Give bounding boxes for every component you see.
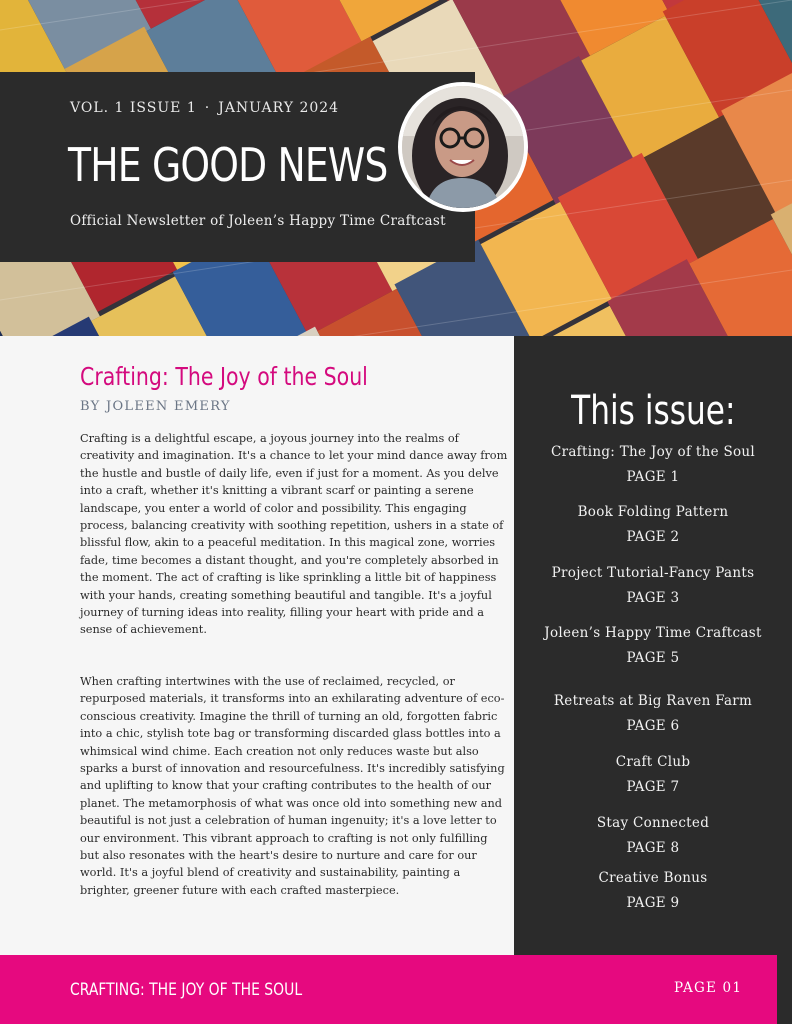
- toc-item[interactable]: [514, 440, 792, 490]
- footer-edge-strip: [777, 955, 792, 1024]
- issue-line: [70, 100, 339, 116]
- toc-item-page: PAGE 9: [626, 895, 680, 911]
- toc-item-page: PAGE 1: [626, 469, 680, 485]
- article-paragraph: Crafting is a delightful escape, a joyous journey into the realms of creativity and imagination. It's a chance to let your mind dance away from the hustle and bustle of daily life, even if just for a moment. As you delve into a craft, whether it's knitting a vibrant scarf or painting a serene landscape, you enter a world of color and possibility. This engaging process, balancing creativity with soothing repetition, ushers in a state of blissful flow, akin to a peaceful meditation. In this magical zone, worries fade, time becomes a distant thought, and you're completely absorbed in the moment. The act of crafting is like sprinkling a little bit of happiness with your hands, creating something beautiful and tangible. It's a joyful journey of turning ideas into reality, filling your heart with pride and a sense of achievement.: [80, 432, 508, 637]
- footer-page-number: PAGE 01: [674, 980, 743, 996]
- issue-volume: VOL. 1 ISSUE 1: [70, 100, 197, 116]
- toc-item-page: PAGE 6: [626, 718, 680, 734]
- footer-title: CRAFTING: THE JOY OF THE SOUL: [70, 980, 303, 1000]
- article-paragraph: When crafting intertwines with the use of reclaimed, recycled, or repurposed materials, it transforms into an exhilarating adventure of eco-conscious creativity. Imagine the thrill of turning an old, forgotten fabric into a chic, stylish tote bag or transforming discarded glass bottles into a whimsical wind chime. Each creation not only reduces waste but also sparks a burst of innovation and resourcefulness. It's incredibly satisfying and uplifting to know that your crafting contributes to the health of our planet. The metamorphosis of what was once old into something new and beautiful is not just a celebration of human ingenuity; it's a love letter to our environment. This vibrant approach to crafting is not only fulfilling but also resonates with the heart's desire to nurture and care for our world. It's a joyful blend of creativity and sustainability, painting a brighter, greener future with each crafted masterpiece.: [80, 675, 505, 897]
- issue-date: JANUARY 2024: [218, 100, 340, 116]
- toc-item-page: PAGE 2: [626, 529, 680, 545]
- toc-item-label: Project Tutorial-Fancy Pants: [551, 565, 755, 581]
- toc-item-label: Stay Connected: [596, 815, 710, 831]
- toc-item-page: PAGE 3: [626, 590, 680, 606]
- toc-item[interactable]: [514, 561, 792, 611]
- toc-item-page: PAGE 8: [626, 840, 680, 856]
- toc-item[interactable]: [514, 811, 792, 861]
- toc-item-page: PAGE 7: [626, 779, 680, 795]
- table-of-contents-sidebar: [514, 336, 792, 956]
- toc-item-label: Book Folding Pattern: [577, 504, 729, 520]
- toc-item-label: Creative Bonus: [598, 870, 708, 886]
- toc-item-label: Joleen’s Happy Time Craftcast: [544, 625, 762, 641]
- newsletter-title: THE GOOD NEWS: [68, 138, 388, 192]
- toc-item-label: Crafting: The Joy of the Soul: [550, 444, 756, 460]
- toc-item[interactable]: [514, 621, 792, 671]
- article-byline: BY JOLEEN EMERY: [80, 399, 231, 414]
- toc-item[interactable]: [514, 500, 792, 550]
- sidebar-title: [514, 388, 792, 434]
- newsletter-tagline: Official Newsletter of Joleen’s Happy Time Craftcast: [70, 213, 446, 229]
- toc-item-label: Retreats at Big Raven Farm: [553, 693, 753, 709]
- toc-item[interactable]: [514, 866, 792, 916]
- toc-item[interactable]: [514, 689, 792, 739]
- toc-item-label: Craft Club: [615, 754, 691, 770]
- article-headline: Crafting: The Joy of the Soul: [80, 362, 368, 391]
- sidebar-title-text: This issue:: [570, 388, 736, 434]
- author-avatar: [398, 82, 528, 212]
- issue-separator: ·: [204, 100, 211, 116]
- toc-item[interactable]: [514, 750, 792, 800]
- toc-item-page: PAGE 5: [626, 650, 680, 666]
